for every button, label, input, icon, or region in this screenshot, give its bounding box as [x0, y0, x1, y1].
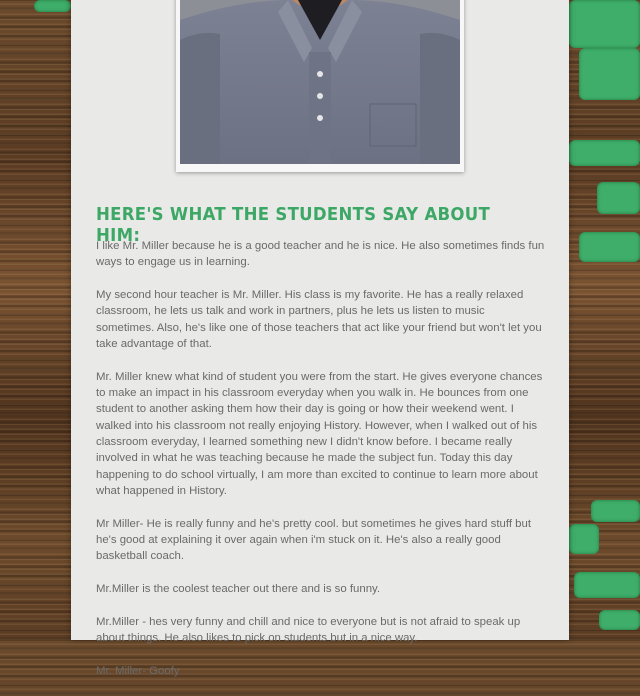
green-paint-patch [591, 500, 640, 522]
testimonial-4: Mr Miller- He is really funny and he's pretty cool. but sometimes he gives hard stuff but he's good at explaining it over again when i'm stuck on it. He's also a really good basketball coach. [96, 517, 531, 563]
testimonials-list [96, 238, 546, 696]
green-paint-patch [599, 610, 640, 630]
wood-background-right [569, 0, 640, 640]
green-paint-patch [569, 524, 599, 554]
testimonial-2: My second hour teacher is Mr. Miller. His class is my favorite. He has a really relaxed classroom, he lets us talk and work in partners, plus he lets us listen to music sometimes. Also, he's like one of those teachers that act like your friend but won't let you take advantage of that. [96, 289, 542, 350]
green-paint-patch [34, 0, 71, 12]
green-paint-patch [597, 182, 640, 214]
testimonial-5: Mr.Miller is the coolest teacher out there and is so funny. [96, 583, 381, 596]
green-paint-patch [569, 0, 640, 48]
teacher-photo [180, 0, 460, 164]
testimonial-1: I like Mr. Miller because he is a good teacher and he is nice. He also sometimes finds fun ways to engage us in learning. [96, 240, 545, 269]
green-paint-patch [579, 232, 640, 262]
wood-background-left [0, 0, 71, 640]
testimonial-3: Mr. Miller knew what kind of student you were from the start. He gives everyone chances to make an impact in his classroom everyday when you walk in. He bounces from one student to another asking them how their day is going or how their weekend went. I walked into his classroom not really enjoying History. However, when I walked out of his classroom everyday, I learned something new I didn't know before. I became really involved in what he was teaching because he made the subject fun. Today this day happening to do school virtually, I am more than excited to continue to learn more about what happened in History. [96, 370, 543, 497]
content-card [71, 0, 569, 677]
testimonial-6: Mr.Miller - hes very funny and chill and nice to everyone but is not afraid to speak up about things. He also likes to pick on students but in a nice way. [96, 615, 521, 645]
green-paint-patch [569, 140, 640, 166]
teacher-photo-frame [176, 0, 464, 172]
testimonials-heading: HERE'S WHAT THE STUDENTS SAY ABOUT HIM: [96, 204, 491, 246]
green-paint-patch [574, 572, 640, 598]
green-paint-patch [579, 48, 640, 100]
testimonial-7: Mr. Miller- Goofy [96, 664, 180, 677]
